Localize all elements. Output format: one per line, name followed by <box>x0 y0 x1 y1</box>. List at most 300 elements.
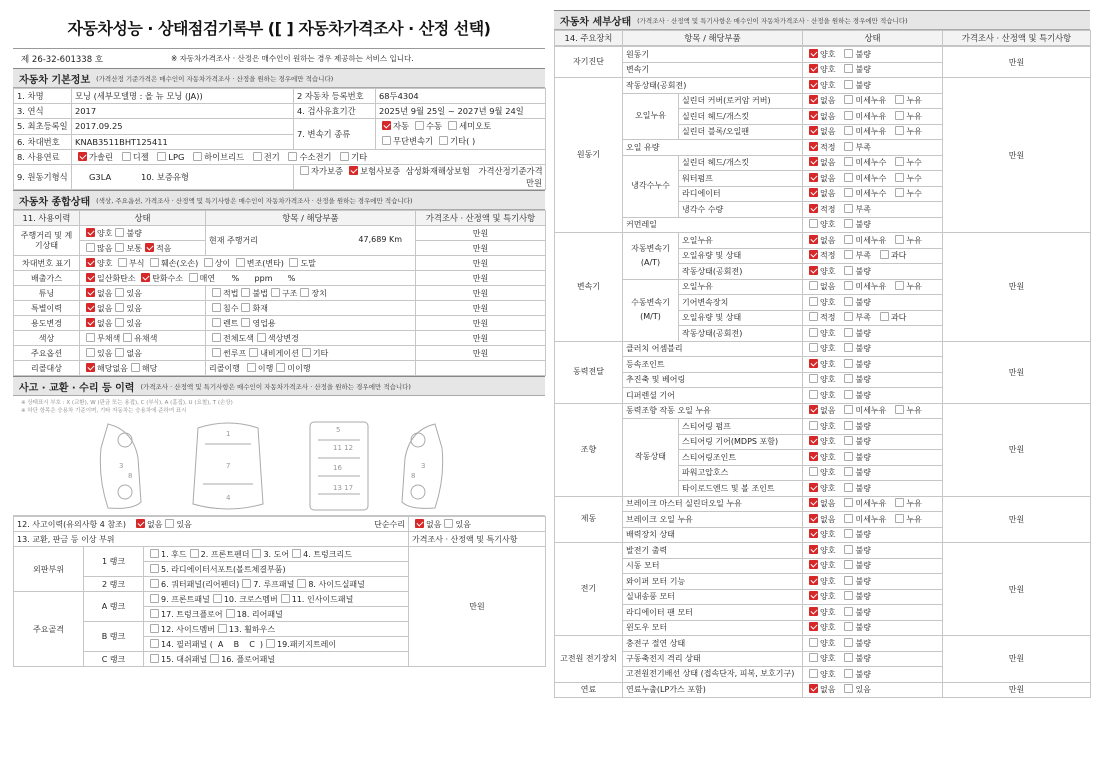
opt-label: 누유 <box>906 406 922 416</box>
items <box>206 346 416 361</box>
checkbox[interactable] <box>809 405 818 414</box>
label: 2 자동차 등록번호 <box>294 89 376 104</box>
checkbox[interactable] <box>150 579 159 588</box>
opt-label: 11. 인사이드패널 <box>291 594 354 604</box>
checkbox[interactable] <box>844 467 853 476</box>
item-state <box>803 357 943 373</box>
checkbox[interactable] <box>145 243 154 252</box>
checkbox[interactable] <box>86 258 95 267</box>
opt-label: 미세누유 <box>855 499 887 509</box>
opt-label: 없음 <box>820 235 836 245</box>
valid-period: 2025년 9월 25일 ~ 2027년 9월 24일 <box>376 104 546 119</box>
item-state <box>803 93 943 109</box>
checkbox[interactable] <box>115 303 124 312</box>
checkbox[interactable] <box>844 157 853 166</box>
checkbox[interactable] <box>236 258 245 267</box>
checkbox[interactable] <box>266 639 275 648</box>
opt-label: 있음 <box>126 288 142 298</box>
item-label: 고전원전기배선 상태 (접속단자, 피복, 보호기구) <box>623 667 803 683</box>
legend <box>13 396 545 416</box>
checkbox[interactable] <box>895 95 904 104</box>
item-state <box>803 682 943 698</box>
section-title: 사고 · 교환 · 수리 등 이력 <box>19 382 135 394</box>
checkbox[interactable] <box>809 95 818 104</box>
item-state <box>803 620 943 636</box>
checkbox[interactable] <box>86 288 95 297</box>
checkbox[interactable] <box>844 607 853 616</box>
opt-label: 불량 <box>855 375 871 385</box>
opt-label: LPG <box>168 152 185 162</box>
rank-label: A 랭크 <box>84 592 144 622</box>
engine-warranty <box>72 165 294 190</box>
left-column <box>13 10 545 766</box>
checkbox[interactable] <box>844 390 853 399</box>
vin: KNAB3511BHT125411 <box>72 134 294 150</box>
car-frame-icon <box>310 422 368 510</box>
checkbox[interactable] <box>297 579 306 588</box>
opt-label: 불량 <box>855 483 871 493</box>
checkbox[interactable] <box>218 624 227 633</box>
checkbox[interactable] <box>809 219 818 228</box>
opt-label: 누유 <box>906 499 922 509</box>
checkbox[interactable] <box>809 436 818 445</box>
checkbox[interactable] <box>809 514 818 523</box>
checkbox[interactable] <box>809 545 818 554</box>
checkbox[interactable] <box>809 653 818 662</box>
checkbox[interactable] <box>809 343 818 352</box>
checkbox[interactable] <box>300 288 309 297</box>
checkbox[interactable] <box>118 258 127 267</box>
checkbox[interactable] <box>895 281 904 290</box>
checkbox[interactable] <box>844 684 853 693</box>
checkbox[interactable] <box>844 405 853 414</box>
checkbox[interactable] <box>382 136 391 145</box>
inspection-report <box>13 10 1090 766</box>
opt-label: 양호 <box>820 592 836 602</box>
checkbox[interactable] <box>809 452 818 461</box>
checkbox[interactable] <box>809 312 818 321</box>
checkbox[interactable] <box>210 654 219 663</box>
checkbox[interactable] <box>809 529 818 538</box>
checkbox[interactable] <box>809 622 818 631</box>
checkbox[interactable] <box>212 318 221 327</box>
item-label: 변속기 <box>623 62 803 78</box>
checkbox[interactable] <box>844 64 853 73</box>
checkbox[interactable] <box>844 514 853 523</box>
checkbox[interactable] <box>809 421 818 430</box>
checkbox[interactable] <box>302 348 311 357</box>
checkbox[interactable] <box>242 579 251 588</box>
checkbox[interactable] <box>880 312 889 321</box>
checkbox[interactable] <box>844 421 853 430</box>
checkbox[interactable] <box>212 288 221 297</box>
empty-cell <box>416 361 546 376</box>
svg-text:8: 8 <box>128 472 133 480</box>
checkbox[interactable] <box>809 188 818 197</box>
checkbox[interactable] <box>439 136 448 145</box>
checkbox[interactable] <box>880 250 889 259</box>
checkbox[interactable] <box>141 273 150 282</box>
item-label: 오일유량 및 상태 <box>679 248 803 264</box>
opt-label: 가솔린 <box>89 152 114 162</box>
checkbox[interactable] <box>213 594 222 603</box>
opt-label: 4. 트렁크리드 <box>303 549 352 559</box>
checkbox[interactable] <box>809 607 818 616</box>
checkbox[interactable] <box>241 318 250 327</box>
svg-text:11 12: 11 12 <box>333 444 354 452</box>
opt-label: 장치 <box>311 288 327 298</box>
checkbox[interactable] <box>809 111 818 120</box>
checkbox[interactable] <box>895 188 904 197</box>
opt-label: 불량 <box>855 421 871 431</box>
checkbox[interactable] <box>844 281 853 290</box>
checkbox[interactable] <box>895 111 904 120</box>
checkbox[interactable] <box>844 483 853 492</box>
opt-label: 미세누유 <box>855 514 887 524</box>
checkbox[interactable] <box>844 436 853 445</box>
checkbox[interactable] <box>809 49 818 58</box>
label: 4. 검사유효기간 <box>294 104 376 119</box>
checkbox[interactable] <box>86 318 95 327</box>
checkbox[interactable] <box>281 594 290 603</box>
checkbox[interactable] <box>844 638 853 647</box>
checkbox[interactable] <box>844 498 853 507</box>
checkbox[interactable] <box>193 152 202 161</box>
checkbox[interactable] <box>86 243 95 252</box>
checkbox[interactable] <box>136 519 145 528</box>
opt-label: 미세누수 <box>855 173 887 183</box>
checkbox[interactable] <box>444 519 453 528</box>
checkbox[interactable] <box>247 363 256 372</box>
checkbox[interactable] <box>809 126 818 135</box>
item-label: 기어변속장치 <box>679 295 803 311</box>
checkbox[interactable] <box>131 363 140 372</box>
col-header: 14. 주요장치 <box>555 31 623 46</box>
checkbox[interactable] <box>204 258 213 267</box>
opt-label: 누유 <box>906 282 922 292</box>
basic-info-header <box>13 68 545 88</box>
checkbox[interactable] <box>895 498 904 507</box>
checkbox[interactable] <box>844 374 853 383</box>
checkbox[interactable] <box>271 288 280 297</box>
checkbox[interactable] <box>844 173 853 182</box>
checkbox[interactable] <box>809 684 818 693</box>
device-label: 동력전달 <box>555 341 623 403</box>
detail-row <box>555 403 1091 419</box>
checkbox[interactable] <box>844 653 853 662</box>
opt-label: 디젤 <box>132 152 149 162</box>
mileage-state <box>80 226 206 241</box>
checkbox[interactable] <box>895 405 904 414</box>
item-state <box>803 651 943 667</box>
checkbox[interactable] <box>895 126 904 135</box>
checkbox[interactable] <box>809 359 818 368</box>
checkbox[interactable] <box>844 250 853 259</box>
checkbox[interactable] <box>115 243 124 252</box>
checkbox[interactable] <box>115 348 124 357</box>
sub-group-label: 자동변속기 (A/T) <box>623 233 679 280</box>
device-label: 변속기 <box>555 233 623 342</box>
opt-label: 미세누유 <box>855 235 887 245</box>
doc-note: ※ 자동차가격조사 · 산정은 매수인이 원하는 경우 제공하는 서비스 입니다. <box>171 54 414 63</box>
checkbox[interactable] <box>157 152 166 161</box>
checkbox[interactable] <box>150 624 159 633</box>
opt-label: 불량 <box>855 359 871 369</box>
device-label: 원동기 <box>555 78 623 233</box>
checkbox[interactable] <box>189 273 198 282</box>
item-label: 구동축전지 격리 상태 <box>623 651 803 667</box>
checkbox[interactable] <box>382 121 391 130</box>
checkbox[interactable] <box>257 333 266 342</box>
checkbox[interactable] <box>809 374 818 383</box>
state <box>80 331 206 346</box>
checkbox[interactable] <box>844 235 853 244</box>
checkbox[interactable] <box>190 549 199 558</box>
section-title: 자동차 종합상태 <box>19 196 91 208</box>
checkbox[interactable] <box>844 576 853 585</box>
item-state <box>803 124 943 140</box>
checkbox[interactable] <box>241 288 250 297</box>
checkbox[interactable] <box>809 235 818 244</box>
state <box>80 361 206 376</box>
checkbox[interactable] <box>895 235 904 244</box>
checkbox[interactable] <box>809 204 818 213</box>
checkbox[interactable] <box>150 654 159 663</box>
checkbox[interactable] <box>212 333 221 342</box>
checkbox[interactable] <box>844 126 853 135</box>
opt-label: 19.패키지트레이 <box>277 639 337 649</box>
opt-label: 부족 <box>855 313 871 323</box>
checkbox[interactable] <box>844 188 853 197</box>
checkbox[interactable] <box>150 609 159 618</box>
checkbox[interactable] <box>253 152 262 161</box>
items <box>206 331 416 346</box>
checkbox[interactable] <box>212 303 221 312</box>
opt-label: 상이 <box>214 258 231 268</box>
opt-label: 17. 트렁크플로어 <box>161 609 223 619</box>
opt-label: 누유 <box>906 235 922 245</box>
opt-label: 불량 <box>855 607 871 617</box>
checkbox[interactable] <box>292 549 301 558</box>
checkbox[interactable] <box>115 288 124 297</box>
row-label: 차대번호 표기 <box>14 256 80 271</box>
opt-label: 양호 <box>820 390 836 400</box>
checkbox[interactable] <box>809 266 818 275</box>
checkbox[interactable] <box>895 173 904 182</box>
checkbox[interactable] <box>809 483 818 492</box>
checkbox[interactable] <box>809 297 818 306</box>
opt-label: 양호 <box>820 80 836 90</box>
checkbox[interactable] <box>844 142 853 151</box>
checkbox[interactable] <box>809 390 818 399</box>
opt-label: 양호 <box>820 49 836 59</box>
car-top-view-icon <box>193 423 263 509</box>
opt-label: 수소전기 <box>299 152 332 162</box>
checkbox[interactable] <box>809 157 818 166</box>
opt-label: 불량 <box>855 592 871 602</box>
checkbox[interactable] <box>844 219 853 228</box>
checkbox[interactable] <box>844 560 853 569</box>
opt-label: 없음 <box>820 127 836 137</box>
detail-body <box>554 46 1091 698</box>
checkbox[interactable] <box>86 363 95 372</box>
checkbox[interactable] <box>150 258 159 267</box>
device-label: 연료 <box>555 682 623 698</box>
checkbox[interactable] <box>844 95 853 104</box>
checkbox[interactable] <box>844 312 853 321</box>
checkbox[interactable] <box>289 258 298 267</box>
checkbox[interactable] <box>252 549 261 558</box>
row-label: 배출가스 <box>14 271 80 286</box>
opt-label: 누수 <box>906 189 922 199</box>
svg-text:7: 7 <box>226 462 231 470</box>
opt-label: 없음 <box>97 288 113 298</box>
opt-label: 양호 <box>97 228 113 238</box>
item-label: 연료누출(LP가스 포함) <box>623 682 803 698</box>
opt-label: 누수 <box>906 173 922 183</box>
opt-label: 적법 <box>223 288 239 298</box>
checkbox[interactable] <box>844 545 853 554</box>
checkbox[interactable] <box>241 303 250 312</box>
checkbox[interactable] <box>415 121 424 130</box>
section-note: (가격산정 기준가격은 매수인이 자동차가격조사 · 산정을 원하는 경우에만 적습니다) <box>96 74 334 83</box>
opt-label: 색상변경 <box>267 333 299 343</box>
doc-number: 제 26-32-601338 호 <box>21 54 104 65</box>
checkbox[interactable] <box>150 549 159 558</box>
emission-options <box>80 271 416 286</box>
document-title: 자동차성능 · 상태점검기록부 ([ ] 자동차가격조사 · 산정 선택) <box>67 19 491 38</box>
checkbox[interactable] <box>150 564 159 573</box>
checkbox[interactable] <box>844 204 853 213</box>
checkbox[interactable] <box>809 560 818 569</box>
svg-text:3: 3 <box>119 462 124 470</box>
checkbox[interactable] <box>844 452 853 461</box>
checkbox[interactable] <box>844 328 853 337</box>
checkbox[interactable] <box>448 121 457 130</box>
opt-label: 도말 <box>300 258 316 268</box>
checkbox[interactable] <box>212 348 221 357</box>
checkbox[interactable] <box>809 80 818 89</box>
section-title: 자동차 기본정보 <box>19 74 91 86</box>
detail-row <box>555 543 1091 559</box>
checkbox[interactable] <box>300 166 309 175</box>
checkbox[interactable] <box>349 166 358 175</box>
checkbox[interactable] <box>844 529 853 538</box>
item-label: 와이퍼 모터 기능 <box>623 574 803 590</box>
checkbox[interactable] <box>809 281 818 290</box>
opt-label: 이행 <box>257 363 274 373</box>
checkbox[interactable] <box>844 297 853 306</box>
opt-label: 불량 <box>855 49 871 59</box>
checkbox[interactable] <box>895 157 904 166</box>
checkbox[interactable] <box>809 638 818 647</box>
won-unit: 만원 <box>943 341 1091 403</box>
checkbox[interactable] <box>844 359 853 368</box>
item-label: 실린더 헤드/개스킷 <box>679 109 803 125</box>
checkbox[interactable] <box>809 669 818 678</box>
checkbox[interactable] <box>844 266 853 275</box>
checkbox[interactable] <box>165 519 174 528</box>
checkbox[interactable] <box>895 514 904 523</box>
checkbox[interactable] <box>340 152 349 161</box>
item-label: 시동 모터 <box>623 558 803 574</box>
checkbox[interactable] <box>122 152 131 161</box>
opt-label: 양호 <box>820 65 836 75</box>
opt-label: 양호 <box>820 576 836 586</box>
opt-label: 미이행 <box>287 363 311 373</box>
rank-label: 1 랭크 <box>84 547 144 577</box>
opt-label: 있음 <box>97 348 113 358</box>
item-state <box>803 248 943 264</box>
legend-line: ※ 상태표시 부호 : X (교환), W (판금 또는 용접), C (부식), A (흠집), U (요철), T (손상) <box>21 400 233 406</box>
checkbox[interactable] <box>86 348 95 357</box>
opt-label: 과다 <box>890 313 907 323</box>
checkbox[interactable] <box>86 228 95 237</box>
checkbox[interactable] <box>78 152 87 161</box>
opt-label: 양호 <box>820 220 836 230</box>
opt-label: 누유 <box>906 96 922 106</box>
rank-items <box>144 562 409 577</box>
checkbox[interactable] <box>844 111 853 120</box>
checkbox[interactable] <box>809 467 818 476</box>
checkbox[interactable] <box>150 639 159 648</box>
checkbox[interactable] <box>809 142 818 151</box>
checkbox[interactable] <box>844 591 853 600</box>
checkbox[interactable] <box>844 669 853 678</box>
checkbox[interactable] <box>809 250 818 259</box>
checkbox[interactable] <box>86 273 95 282</box>
checkbox[interactable] <box>288 152 297 161</box>
checkbox[interactable] <box>809 591 818 600</box>
svg-text:1: 1 <box>226 430 231 438</box>
checkbox[interactable] <box>844 622 853 631</box>
checkbox[interactable] <box>249 348 258 357</box>
checkbox[interactable] <box>86 333 95 342</box>
opt-label: 없음 <box>820 282 836 292</box>
checkbox[interactable] <box>115 318 124 327</box>
checkbox[interactable] <box>809 498 818 507</box>
won-unit: 만원 <box>943 682 1091 698</box>
checkbox[interactable] <box>844 49 853 58</box>
opt-label: 양호 <box>820 421 836 431</box>
accident-header <box>13 376 545 396</box>
opt-label: 양호 <box>820 328 836 338</box>
item-state <box>803 543 943 559</box>
opt-label: 기타 <box>351 152 368 162</box>
checkbox[interactable] <box>844 80 853 89</box>
checkbox[interactable] <box>123 333 132 342</box>
svg-text:3: 3 <box>421 462 426 470</box>
opt-label: 해당없음 <box>97 363 128 373</box>
won-unit: 만원 <box>416 271 546 286</box>
item-state <box>803 636 943 652</box>
checkbox[interactable] <box>115 228 124 237</box>
checkbox[interactable] <box>809 328 818 337</box>
checkbox[interactable] <box>276 363 285 372</box>
checkbox[interactable] <box>150 594 159 603</box>
checkbox[interactable] <box>415 519 424 528</box>
checkbox[interactable] <box>226 609 235 618</box>
section-title: 자동차 세부상태 <box>560 16 632 28</box>
item-state <box>803 310 943 326</box>
checkbox[interactable] <box>809 64 818 73</box>
opt-label: 하이브리드 <box>204 152 245 162</box>
checkbox[interactable] <box>844 343 853 352</box>
checkbox[interactable] <box>809 576 818 585</box>
checkbox[interactable] <box>809 173 818 182</box>
checkbox[interactable] <box>86 303 95 312</box>
opt-label: 렌트 <box>223 318 239 328</box>
